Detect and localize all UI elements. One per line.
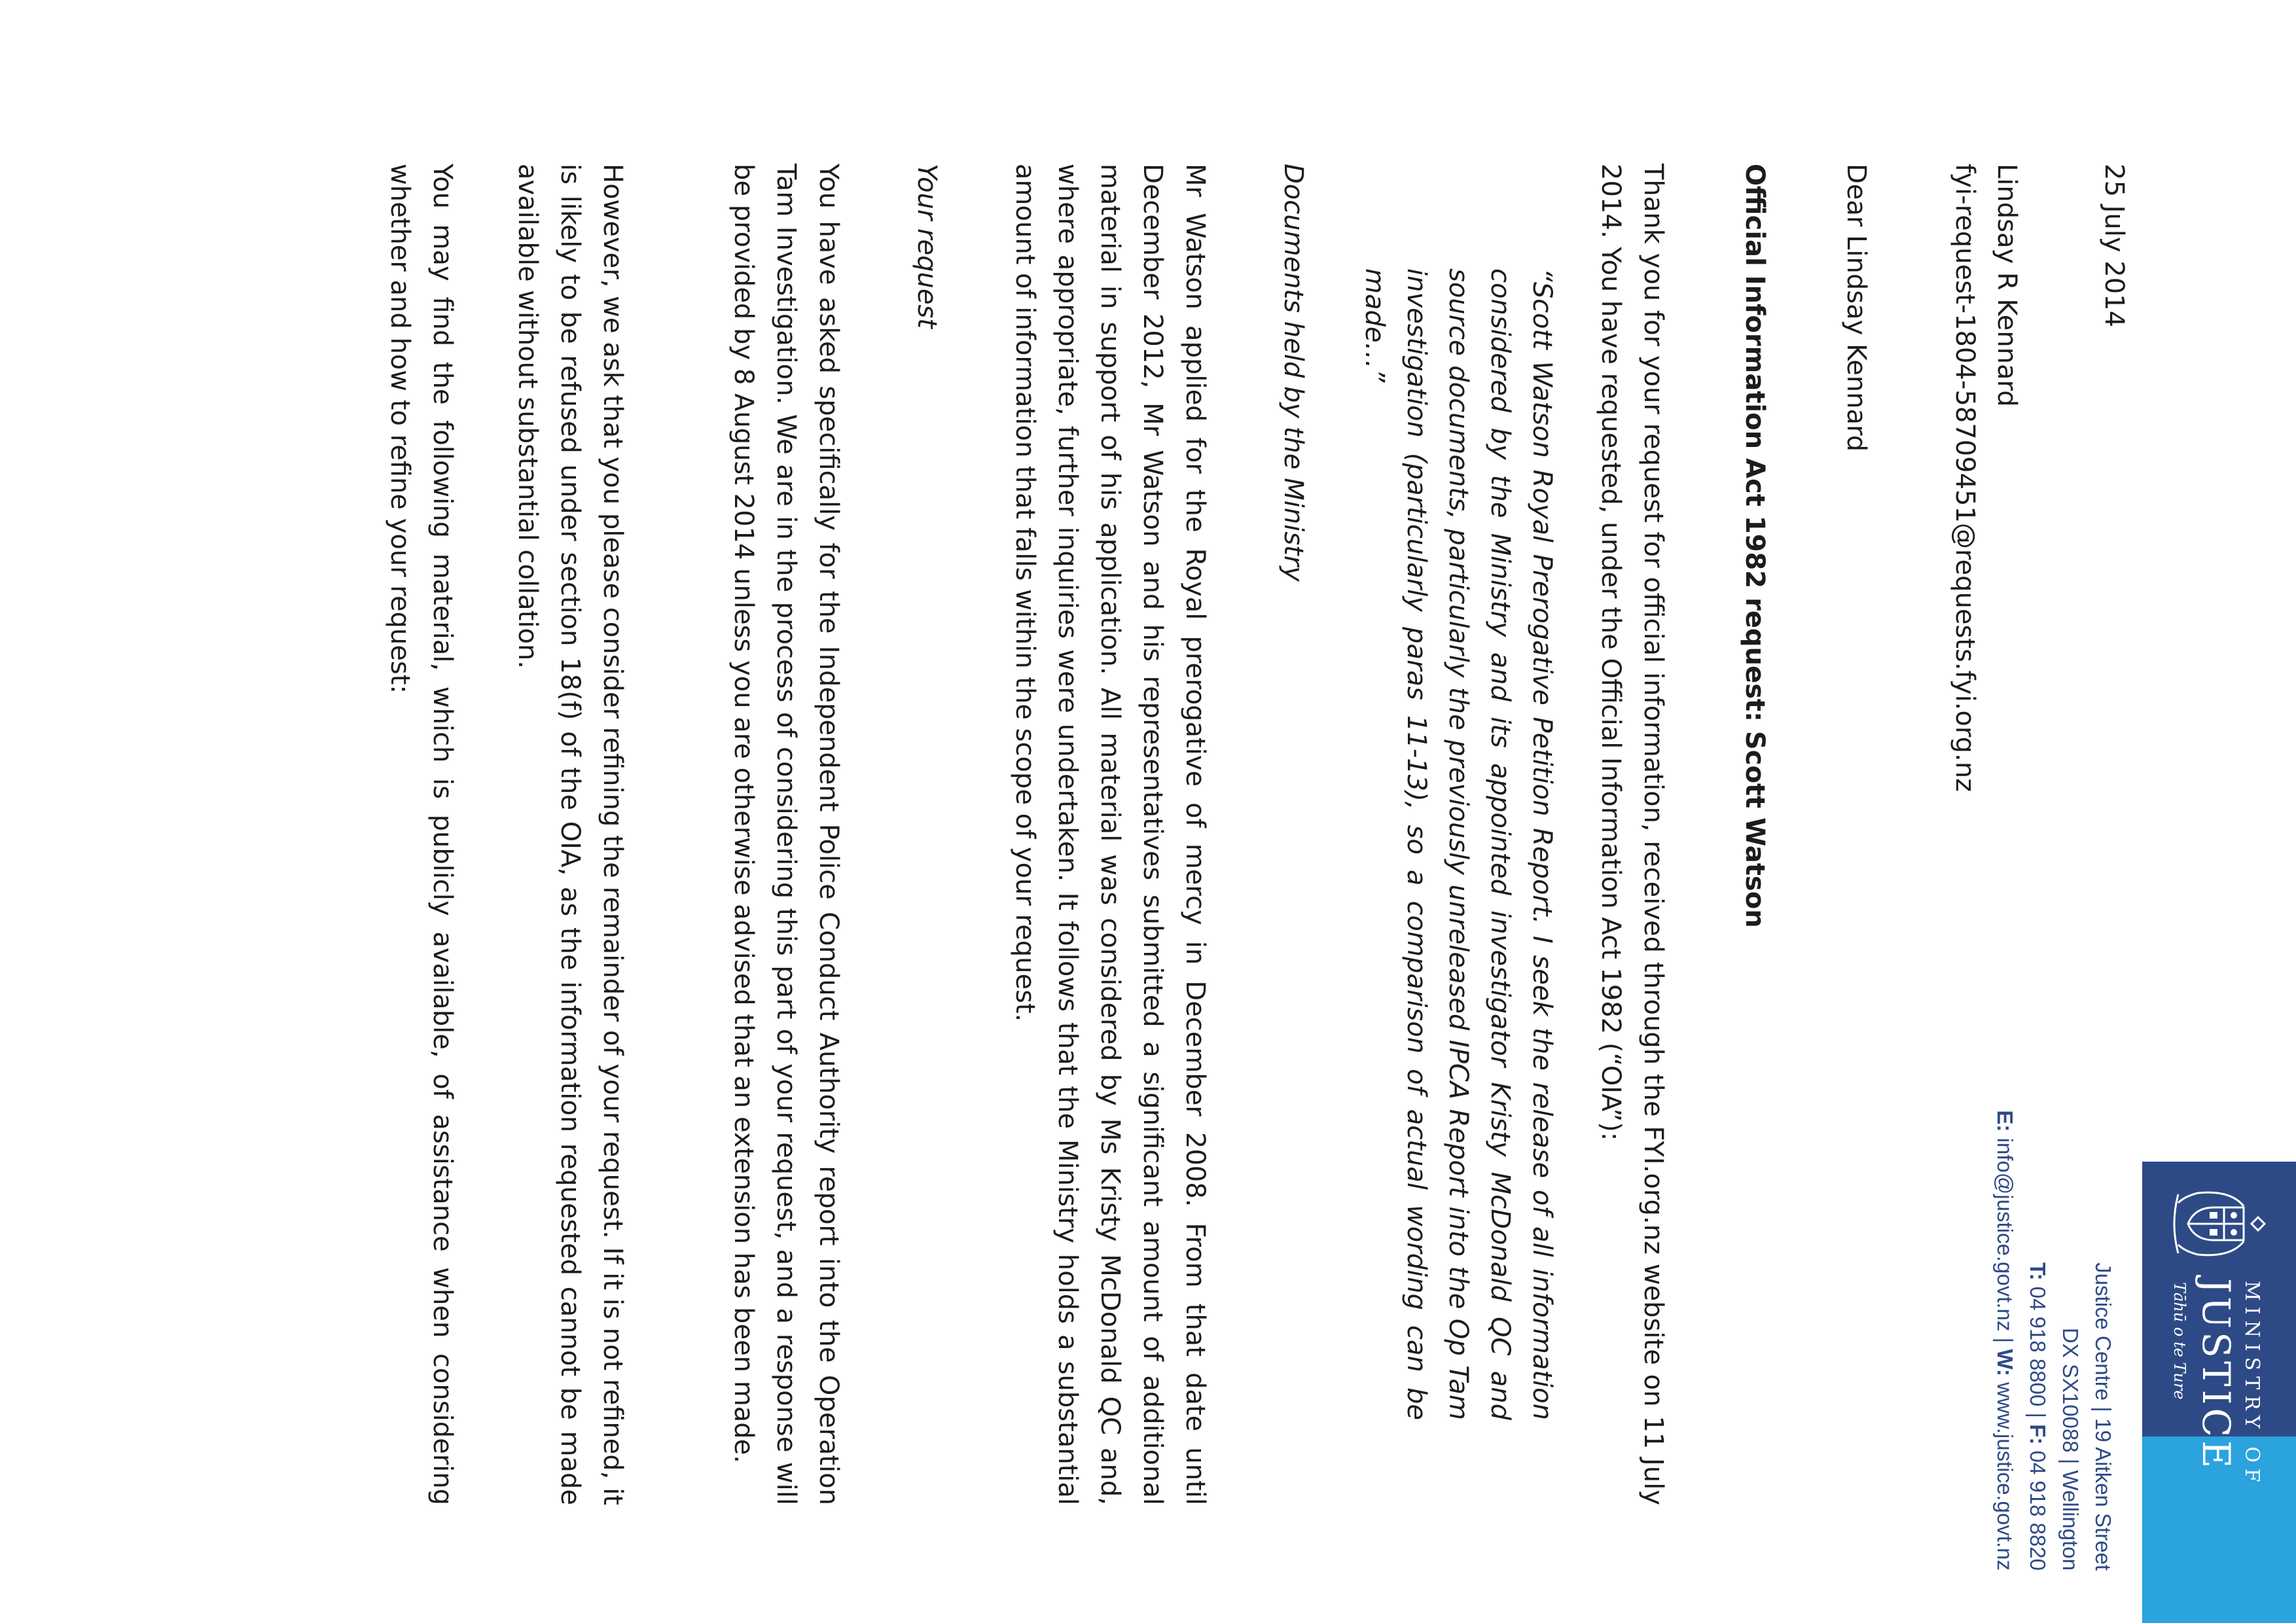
- recipient-name: Lindsay R Kennard: [1992, 164, 2022, 407]
- email-address: info@justice.govt.nz: [1993, 1137, 2017, 1332]
- justice-wordmark: JUSTICE: [2194, 1278, 2238, 1472]
- ministry-logo: [2142, 1162, 2296, 1488]
- material-paragraph: You may find the following material, which is publicly available, of assistance when considering whether and how to refine your request:: [385, 164, 457, 1505]
- heading-your-request: Your request: [912, 164, 942, 329]
- intro-paragraph: Thank you for your request for official information, received through the FYI.org.nz website on 11 July 2014. You have requested, under the Official Information Act 1982 (“OIA”):: [1596, 164, 1668, 1505]
- ministry-of-wordmark: MINISTRY OF: [2240, 1281, 2263, 1488]
- request-paragraph: You have asked specifically for the Independent Police Conduct Authority report into the Operation Tam Investigation. We are in the process of considering this part of your request, and a response will be provided by 8 August 2014 unless you are otherwise advised that an extension has been made.: [728, 164, 844, 1505]
- website-address: www.justice.govt.nz: [1993, 1382, 2017, 1571]
- fax-number: 04 918 8820: [2026, 1450, 2050, 1571]
- address-line: Justice Centre | 19 Aitken Street: [2091, 1262, 2115, 1571]
- contact-address-block: [1988, 1060, 2119, 1571]
- dx-line: DX SX10088 | Wellington: [2058, 1327, 2083, 1571]
- recipient-email: fyi-request-1804-58709451@requests.fyi.org.nz: [1950, 164, 1980, 793]
- quoted-request: “Scott Watson Royal Prerogative Petition Report. I seek the release of all information considered by the Ministry and its appointed investigator Kristy McDonald QC and source documents, particularly the previously unreleased IPCA Report into the Op Tam investigation (particularly paras 11-13), so a comparison of actual wording can be made…”: [1359, 268, 1557, 1420]
- documents-paragraph: Mr Watson applied for the Royal prerogative of mercy in December 2008. From that date until December 2012, Mr Watson and his representatives submitted a significant amount of additional material in support of his application. All material was considered by Ms Kristy McDonald QC and, where appropriate, further inquiries were undertaken. It follows that the Ministry holds a substantial amount of information that falls within the scope of your request.: [1010, 164, 1210, 1505]
- email-web-line: E: info@justice.govt.nz | W: www.justice.govt.nz: [1993, 1110, 2017, 1571]
- heading-documents-held: Documents held by the Ministry: [1278, 164, 1308, 582]
- maori-tagline: Tāhū o te Ture: [2170, 1282, 2189, 1400]
- letter-date: 25 July 2014: [2099, 164, 2129, 328]
- recipient-block: [1944, 164, 2028, 792]
- phone-fax-line: T: 04 918 8800 | F: 04 918 8820: [2026, 1262, 2050, 1571]
- coat-of-arms-icon: [2172, 1181, 2270, 1266]
- subject-line: Official Information Act 1982 request: Scott Watson: [1740, 164, 1770, 928]
- phone-number: 04 918 8800: [2026, 1286, 2050, 1407]
- refine-paragraph: However, we ask that you please consider refining the remainder of your request. If it is not refined, it is likely to be refused under section 18(f) of the OIA, as the information requested cannot be made available without substantial collation.: [512, 164, 628, 1505]
- salutation: Dear Lindsay Kennard: [1841, 164, 1871, 452]
